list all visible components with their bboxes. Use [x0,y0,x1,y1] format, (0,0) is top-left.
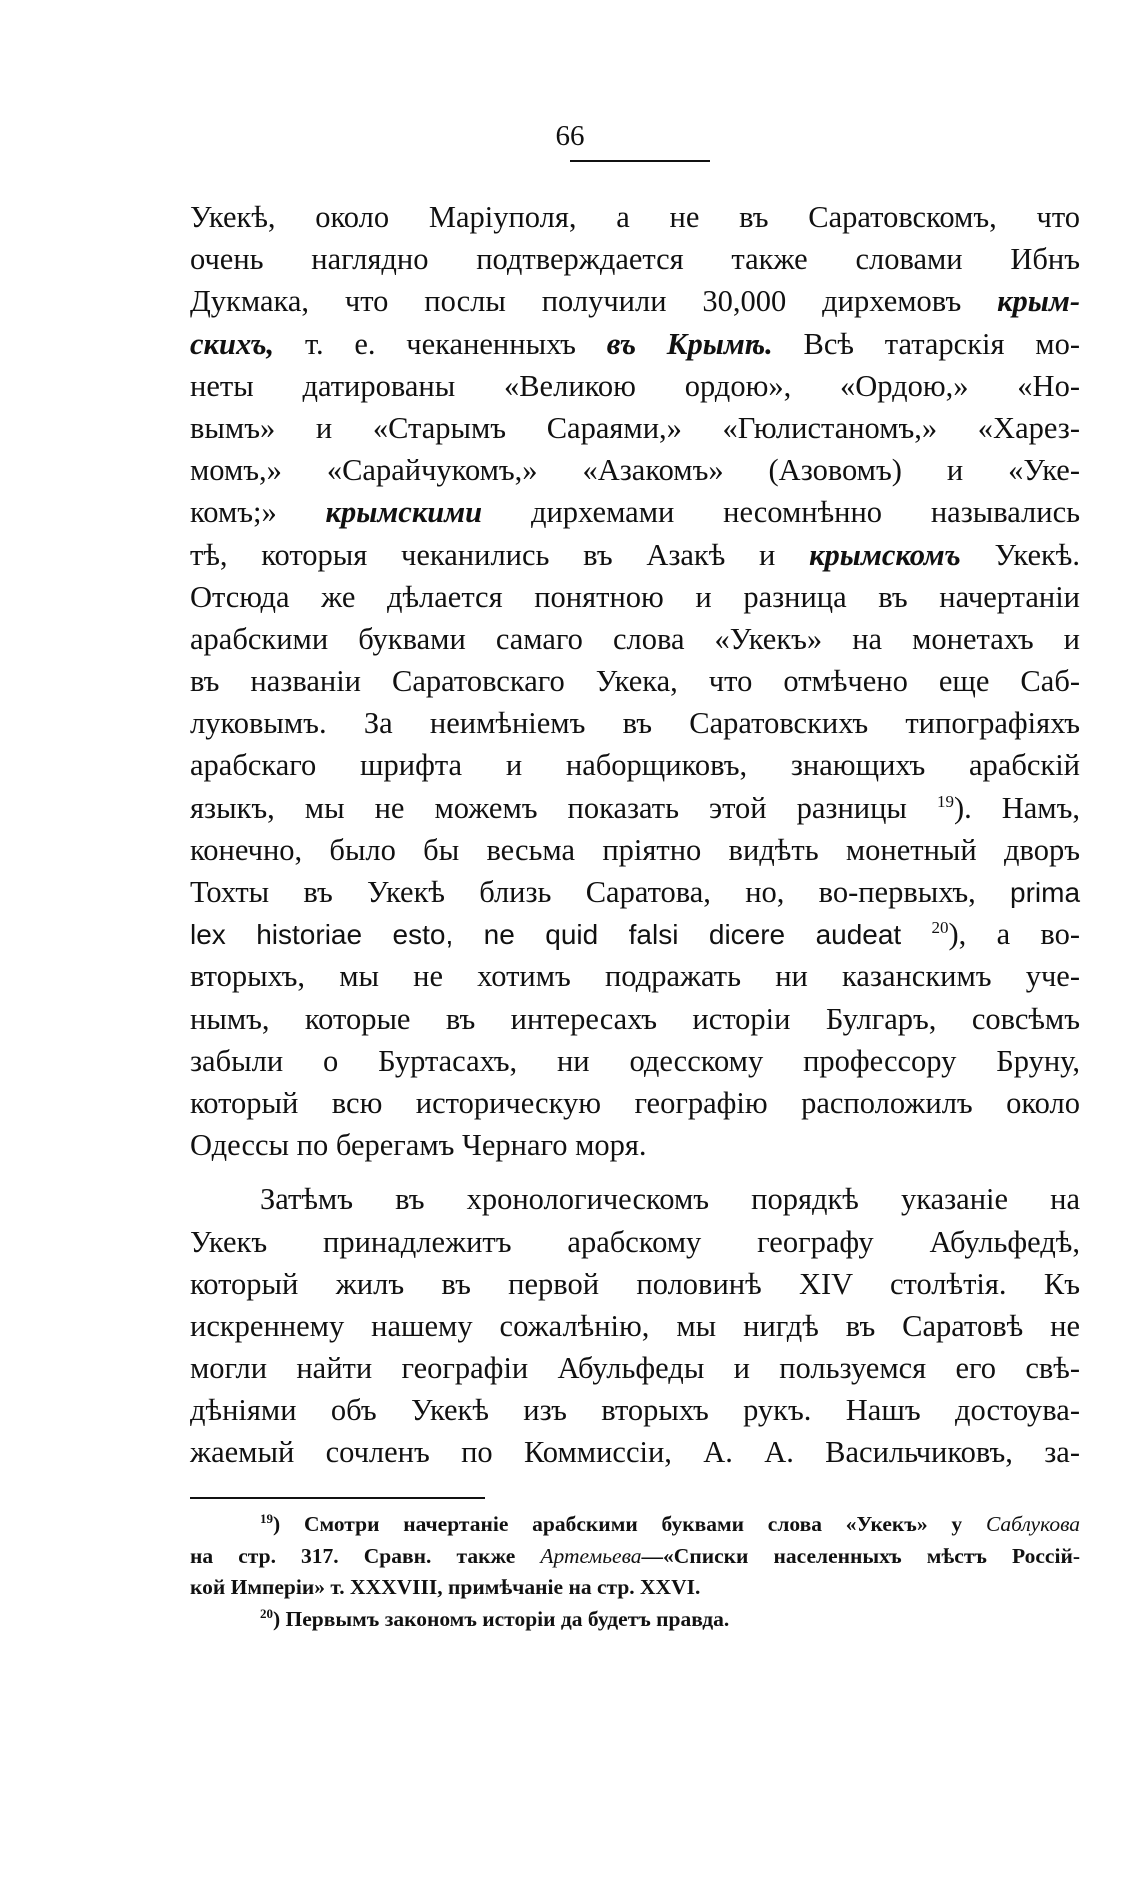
italic-span: Саблукова [985,1512,1081,1536]
text-span: Тохты въ Укекѣ близь Саратова, но, во-первыхъ, [190,875,976,909]
page-number: 66 [555,120,585,152]
text-line [190,280,1080,322]
text-line: арабскаго шрифта и наборщиковъ, знающихъ арабскій [190,748,1080,783]
text-line: Укекѣ, около Маріуполя, а не въ Саратовскомъ, что [190,200,1080,234]
text-line: который всю историческую географію расположилъ около [190,1085,1080,1120]
italic-span: крымскомъ [809,537,961,572]
italic-span: въ Крымѣ. [606,326,773,361]
text-line [190,491,1080,533]
footnotes [190,1509,1080,1635]
text-line: жаемый сочленъ по Коммиссіи, А. А. Васильчиковъ, за- [190,1435,1080,1470]
text-line: Отсюда же дѣлается понятною и разница въ начертаніи [190,579,1080,614]
text-line [190,913,1080,955]
text-line [190,787,1080,829]
latin-span: lex historiae esto, ne quid falsi dicere audeat [190,919,902,951]
text-line: вторыхъ, мы не хотимъ подражать ни казанскимъ уче- [190,959,1080,994]
footnote-number: 20 [260,1605,273,1621]
latin-span: prima [1010,877,1081,908]
main-text [190,196,1080,1474]
text-span: дирхемами несомнѣнно назывались [530,495,1081,530]
footnote-number: 19 [260,1510,273,1526]
text-line: нымъ, которые въ интересахъ исторіи Булгаръ, совсѣмъ [190,1001,1080,1036]
text-line: очень наглядно подтверждается также словами Ибнъ [190,242,1080,277]
text-span: —«Списки населенныхъ мѣстъ Россій- [641,1543,1080,1568]
text-line: Одессы по берегамъ Чернаго моря. [190,1128,647,1163]
text-span: т. е. чеканенныхъ [304,326,576,361]
italic-span: Артемьева [540,1543,642,1568]
italic-span: крым- [997,284,1080,319]
text-span: ) Первымъ закономъ исторіи да будетъ правда. [273,1606,730,1631]
text-line: вымъ» и «Старымъ Сараями,» «Гюлистаномъ,» «Харез- [190,410,1080,445]
text-line: луковымъ. За неимѣніемъ въ Саратовскихъ типографіяхъ [190,706,1080,741]
text-span: Дукмака, что послы получили 30,000 дирхемовъ [190,284,962,319]
text-line: неты датированы «Великою ордою», «Ордою,» «Но- [190,368,1080,403]
text-line: могли найти географіи Абульфеды и пользуемся его свѣ- [190,1351,1080,1386]
footnote-ref-20[interactable]: 20 [931,918,949,938]
text-line: въ названіи Саратовскаго Укека, что отмѣчено еще Саб- [190,664,1080,699]
text-span: ) Смотри начертаніе арабскими буквами слова «Укекъ» у [273,1512,963,1536]
footnote-ref-19[interactable]: 19 [936,791,954,811]
text-span: языкъ, мы не можемъ показать этой разницы [190,790,907,825]
text-span: комъ;» [190,495,277,530]
text-line: Затѣмъ въ хронологическомъ порядкѣ указаніе на [260,1182,1080,1217]
italic-span: скихъ, [190,326,275,361]
text-span: Всѣ татарскія мо- [803,326,1081,361]
text-line: арабскими буквами самаго слова «Укекъ» на монетахъ и [190,621,1080,656]
footnote-20-line [190,1604,1080,1636]
text-line: дѣніями объ Укекѣ изъ вторыхъ рукъ. Нашъ достоува- [190,1393,1080,1428]
text-span: ). Намъ, [953,790,1081,825]
text-line: который жилъ въ первой половинѣ XIV столѣтія. Къ [190,1266,1080,1301]
text-line: конечно, было бы весьма пріятно видѣть монетный дворъ [190,832,1080,867]
italic-span: крымскими [325,495,483,530]
text-span: на стр. 317. Сравн. также [190,1543,516,1568]
text-line: момъ,» «Сарайчукомъ,» «Азакомъ» (Азовомъ) и «Уке- [190,453,1080,488]
text-line: Укекъ принадлежитъ арабскому географу Абульфедѣ, [190,1224,1080,1259]
footnote-19-line [190,1509,1080,1541]
text-span: Укекѣ. [994,537,1080,572]
text-line [190,871,1080,913]
text-span: ), а во- [948,917,1081,952]
text-span: тѣ, которыя чеканились въ Азакѣ и [190,537,776,572]
page-number-rule [570,160,710,162]
footnote-19-line: кой Имперіи» т. XXXVIII, примѣчаніе на стр. XXVI. [190,1575,701,1599]
paragraph-gap [190,1166,1080,1178]
footnote-19-line [190,1541,1080,1573]
text-line [190,534,1080,576]
text-line: искреннему нашему сожалѣнію, мы нигдѣ въ Саратовѣ не [190,1308,1080,1343]
text-line: забыли о Буртасахъ, ни одесскому профессору Бруну, [190,1043,1080,1078]
footnote-separator [190,1497,485,1499]
text-line [190,323,1080,365]
